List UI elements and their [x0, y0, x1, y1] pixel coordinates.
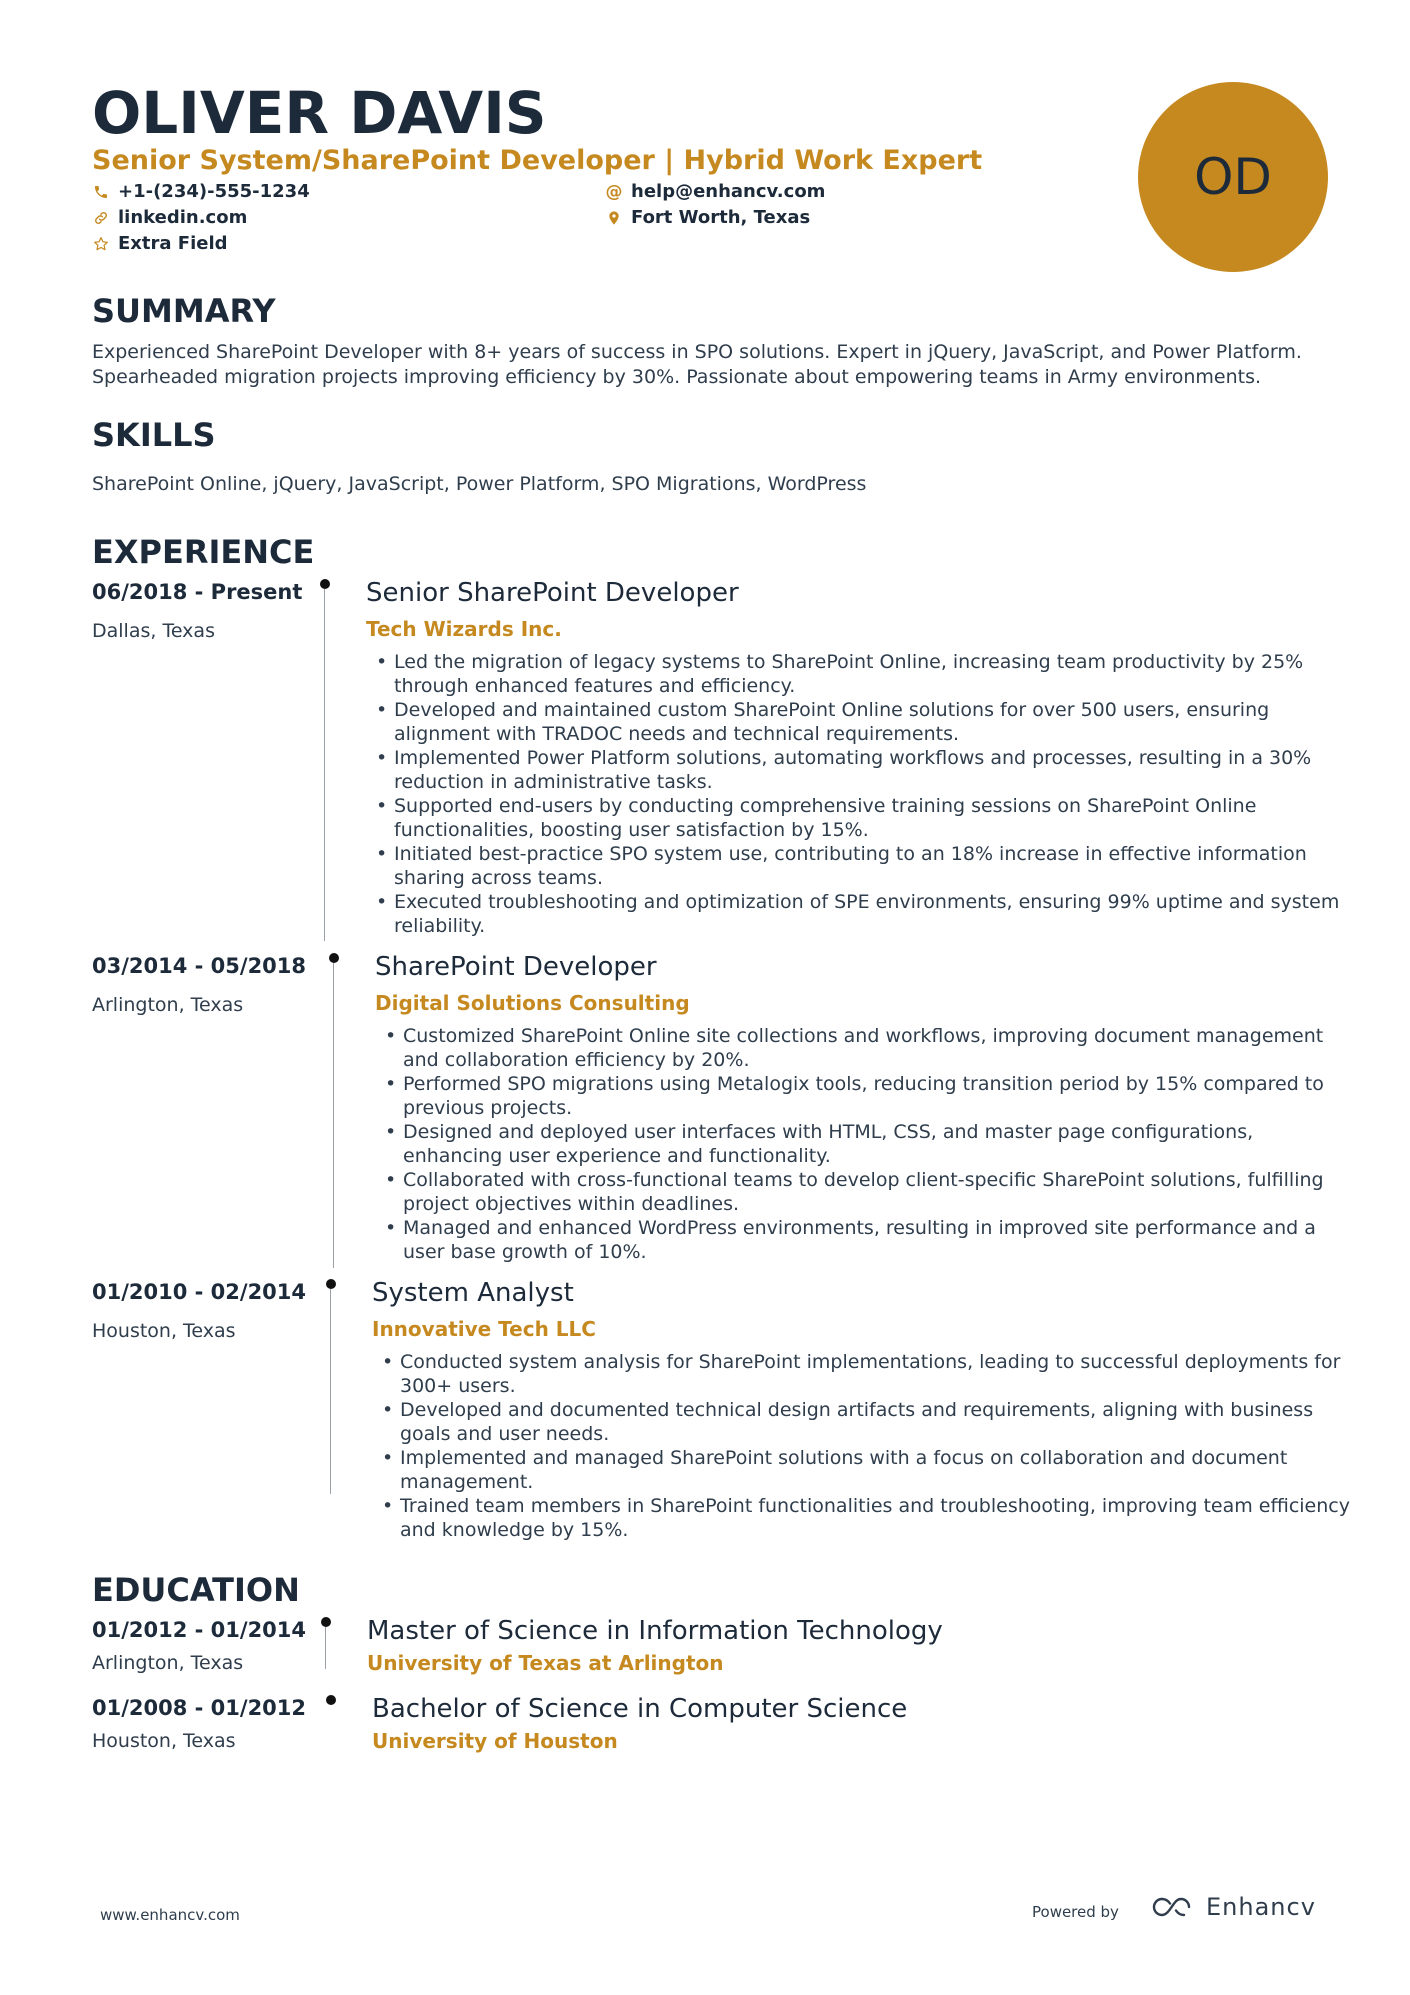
timeline-line	[333, 963, 334, 1268]
candidate-name: OLIVER DAVIS	[92, 79, 547, 147]
company-name: Tech Wizards Inc.	[366, 617, 562, 641]
star-icon	[92, 235, 110, 253]
link-icon	[92, 209, 110, 227]
list-item: • Trained team members in SharePoint functionalities and troubleshooting, improving team efficiency and knowledge by 15%.	[400, 1494, 1355, 1542]
location-pin-icon	[605, 209, 623, 227]
list-item: • Developed and documented technical design artifacts and requirements, aligning with business goals and user needs.	[400, 1398, 1355, 1446]
timeline-line	[324, 589, 325, 941]
extra-field-text: Extra Field	[118, 233, 228, 254]
list-item: • Executed troubleshooting and optimization of SPE environments, ensuring 99% uptime and system reliability.	[394, 890, 1344, 938]
list-item: • Customized SharePoint Online site collections and workflows, improving document management and collaboration efficiency by 20%.	[403, 1024, 1348, 1072]
list-item: • Collaborated with cross-functional teams to develop client-specific SharePoint solutions, fulfilling project objectives within deadlines.	[403, 1168, 1348, 1216]
timeline-line	[330, 1289, 331, 1494]
footer-website-link[interactable]: www.enhancv.com	[100, 1906, 240, 1924]
summary-text: Experienced SharePoint Developer with 8+ years of success in SPO solutions. Expert in jQuery, JavaScript, and Power Platform. Spearheaded migration projects improving efficiency by 30%. Passionate about empowering teams in Army environments.	[92, 341, 1302, 388]
linkedin-text: linkedin.com	[118, 207, 248, 228]
timeline-dot	[326, 1695, 336, 1705]
education-location: Houston, Texas	[92, 1730, 236, 1752]
list-item: • Conducted system analysis for SharePoint implementations, leading to successful deployments for 300+ users.	[400, 1350, 1355, 1398]
job-title: Senior SharePoint Developer	[366, 578, 739, 608]
timeline-dot	[329, 953, 339, 963]
phone-text: +1-(234)-555-1234	[118, 181, 310, 202]
list-item: • Developed and maintained custom SharePoint Online solutions for over 500 users, ensuring alignment with TRADOC needs and technical requirements.	[394, 698, 1344, 746]
company-name: Digital Solutions Consulting	[375, 991, 690, 1015]
skills-heading: SKILLS	[92, 416, 216, 454]
footer-powered-by: Powered by	[1032, 1903, 1119, 1921]
footer-brand-name: Enhancv	[1206, 1893, 1316, 1921]
avatar-initials: OD	[1194, 148, 1272, 206]
phone-icon	[92, 183, 110, 201]
job-location: Arlington, Texas	[92, 994, 244, 1016]
job-dates: 03/2014 - 05/2018	[92, 954, 307, 978]
list-item: • Led the migration of legacy systems to SharePoint Online, increasing team productivity by 25% through enhanced features and efficiency.	[394, 650, 1344, 698]
job-title: SharePoint Developer	[375, 952, 657, 982]
job-bullet-list	[376, 1024, 1348, 1264]
job-location: Dallas, Texas	[92, 620, 215, 642]
extra-field-contact	[92, 232, 228, 256]
job-location: Houston, Texas	[92, 1320, 236, 1342]
degree-title: Bachelor of Science in Computer Science	[372, 1694, 908, 1724]
list-item: • Performed SPO migrations using Metalogix tools, reducing transition period by 15% compared to previous projects.	[403, 1072, 1348, 1120]
enhancv-logo-icon	[1150, 1895, 1196, 1919]
timeline-dot	[321, 1617, 331, 1627]
location-contact	[605, 206, 810, 230]
list-item: • Managed and enhanced WordPress environments, resulting in improved site performance and a user base growth of 10%.	[403, 1216, 1348, 1264]
list-item: • Implemented Power Platform solutions, automating workflows and processes, resulting in a 30% reduction in administrative tasks.	[394, 746, 1344, 794]
skills-text: SharePoint Online, jQuery, JavaScript, Power Platform, SPO Migrations, WordPress	[92, 473, 867, 495]
list-item: • Designed and deployed user interfaces with HTML, CSS, and master page configurations, enhancing user experience and functionality.	[403, 1120, 1348, 1168]
job-dates: 01/2010 - 02/2014	[92, 1280, 307, 1304]
timeline-dot	[320, 579, 330, 589]
avatar	[1138, 82, 1328, 272]
job-bullet-list	[373, 1350, 1355, 1542]
school-name: University of Texas at Arlington	[367, 1651, 724, 1675]
job-dates: 06/2018 - Present	[92, 580, 303, 604]
timeline-line	[325, 1627, 326, 1669]
summary-heading: SUMMARY	[92, 292, 276, 330]
location-text: Fort Worth, Texas	[631, 207, 811, 228]
education-location: Arlington, Texas	[92, 1652, 244, 1674]
email-text: help@enhancv.com	[631, 181, 826, 202]
footer-brand[interactable]	[1150, 1893, 1316, 1921]
list-item: • Initiated best-practice SPO system use, contributing to an 18% increase in effective information sharing across teams.	[394, 842, 1344, 890]
candidate-headline: Senior System/SharePoint Developer | Hybrid Work Expert	[92, 145, 983, 176]
degree-title: Master of Science in Information Technology	[367, 1616, 943, 1646]
email-contact[interactable]	[605, 180, 825, 204]
education-dates: 01/2008 - 01/2012	[92, 1696, 307, 1720]
education-heading: EDUCATION	[92, 1571, 300, 1609]
linkedin-contact[interactable]	[92, 206, 247, 230]
company-name: Innovative Tech LLC	[372, 1317, 596, 1341]
experience-heading: EXPERIENCE	[92, 533, 315, 571]
list-item: • Implemented and managed SharePoint solutions with a focus on collaboration and document management.	[400, 1446, 1355, 1494]
school-name: University of Houston	[372, 1729, 618, 1753]
timeline-dot	[326, 1279, 336, 1289]
phone-contact[interactable]	[92, 180, 310, 204]
job-title: System Analyst	[372, 1278, 574, 1308]
at-icon: @	[605, 182, 623, 202]
job-bullet-list	[367, 650, 1344, 938]
list-item: • Supported end-users by conducting comprehensive training sessions on SharePoint Online functionalities, boosting user satisfaction by 15%.	[394, 794, 1344, 842]
education-dates: 01/2012 - 01/2014	[92, 1618, 307, 1642]
